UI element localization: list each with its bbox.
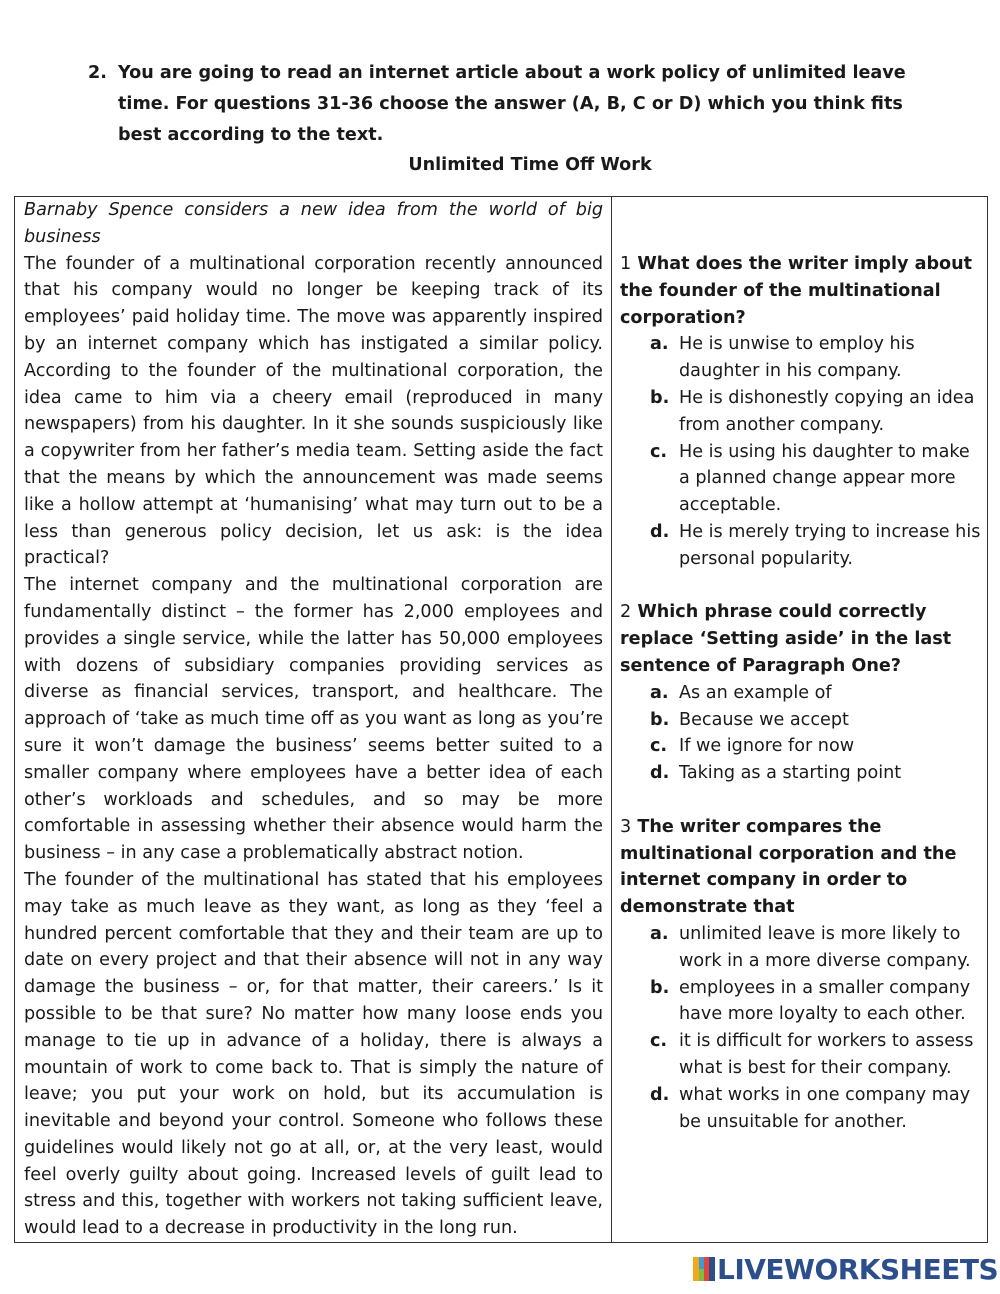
question-3 — [620, 814, 983, 1136]
instructions — [88, 58, 948, 151]
option-c[interactable] — [620, 439, 983, 519]
option-letter: a. — [650, 334, 669, 355]
option-text: As an example of — [679, 682, 832, 703]
option-letter: b. — [650, 709, 670, 730]
option-letter: c. — [650, 736, 668, 757]
option-text: employees in a smaller company have more loyalty to each other. — [679, 977, 971, 1025]
option-letter: b. — [650, 387, 670, 408]
option-letter: d. — [650, 1084, 670, 1105]
option-letter: c. — [650, 1031, 668, 1052]
questions-cell — [612, 197, 988, 1243]
option-d[interactable] — [620, 519, 983, 573]
option-b[interactable] — [620, 385, 983, 439]
logo-text: LIVEWORKSHEETS — [717, 1252, 999, 1286]
option-letter: d. — [650, 521, 670, 542]
option-a[interactable] — [620, 331, 983, 385]
question-1 — [620, 251, 983, 573]
option-letter: c. — [650, 441, 668, 462]
question-stem: Which phrase could correctly replace ‘Setting aside’ in the last sentence of Paragraph One? — [620, 602, 952, 676]
question-number: 1 — [620, 254, 632, 274]
option-text: He is unwise to employ his daughter in his company. — [679, 334, 915, 382]
instruction-text: You are going to read an internet article about a work policy of unlimited leave time. For questions 31-36 choose the answer (A, B, C or D) which you think fits best according to the text. — [118, 63, 906, 145]
article-byline: Barnaby Spence considers a new idea from the world of big business — [24, 200, 603, 247]
option-letter: b. — [650, 977, 670, 998]
question-stem: What does the writer imply about the founder of the multinational corporation? — [620, 254, 973, 328]
article-paragraph-1: The founder of a multinational corporation recently announced that his company would no longer be keeping track of its employees’ paid holiday time. The move was apparently inspired by an internet company which has instigated a similar policy. According to the founder of the multinational corporation, the idea came to him via a cheery email (reproduced in many newspapers) from his daughter. In it she sounds suspiciously like a copywriter from her father’s media team. Setting aside the fact that the means by which the announcement was made seems like a hollow attempt at ‘humanising’ what may turn out to be a less than generous policy decision, let us ask: is the idea practical? — [24, 253, 603, 569]
option-text: unlimited leave is more likely to work in a more diverse company. — [679, 923, 971, 971]
option-text: it is difficult for workers to assess what is best for their company. — [679, 1031, 974, 1078]
option-text: Because we accept — [679, 709, 849, 730]
option-letter: a. — [650, 682, 669, 703]
option-d[interactable] — [620, 760, 983, 787]
article-paragraph-2: The internet company and the multinational corporation are fundamentally distinct – the former has 2,000 employees and provides a single service, while the latter has 50,000 employees with dozens of subsidiary companies providing services as diverse as financial services, transport, and healthcare. The approach of ‘take as much time off as you want as long as you’re sure it won’t damage the business’ seems better suited to a smaller company where employees have a better idea of each other’s workloads and schedules, and so may be more comfortable in assessing whether their absence would harm the business – in any case a problematically abstract notion. — [24, 575, 603, 864]
option-b[interactable] — [620, 707, 983, 734]
article-paragraph-3: The founder of the multinational has stated that his employees may take as much leave as they want, as long as they ‘feel a hundred percent comfortable that they and their team are up to date on every project and that their absence will not in any way damage the business – or, for that matter, their careers.’ Is it possible to be that sure? No matter how many loose ends you manage to tie up in advance of a holiday, there is always a mountain of work to come back to. That is simply the nature of leave; you put your work on hold, but its accumulation is inevitable and beyond your control. Someone who follows these guidelines would likely not go at all, or, at the very least, would feel overly guilty about going. Increased levels of guilt lead to stress and this, together with workers not taking sufficient leave, would lead to a decrease in productivity in the long run. — [24, 869, 603, 1239]
option-text: If we ignore for now — [679, 736, 855, 757]
option-b[interactable] — [620, 975, 983, 1029]
option-a[interactable] — [620, 921, 983, 975]
option-d[interactable] — [620, 1082, 983, 1136]
liveworksheets-logo-icon — [693, 1257, 715, 1281]
option-c[interactable] — [620, 1028, 983, 1082]
question-stem: The writer compares the multinational corporation and the internet company in order to demonstrate that — [620, 816, 957, 918]
article-cell — [15, 197, 612, 1243]
question-number: 2 — [620, 602, 632, 623]
reading-table — [14, 196, 988, 1243]
question-2 — [620, 599, 983, 787]
option-letter: d. — [650, 763, 670, 784]
option-a[interactable] — [620, 680, 983, 707]
option-text: He is dishonestly copying an idea from another company. — [679, 387, 975, 435]
liveworksheets-logo — [693, 1252, 998, 1286]
option-letter: a. — [650, 923, 669, 944]
option-c[interactable] — [620, 733, 983, 760]
option-text: He is using his daughter to make a planned change appear more acceptable. — [679, 441, 970, 516]
question-number: 3 — [620, 816, 632, 837]
option-text: what works in one company may be unsuitable for another. — [679, 1084, 971, 1132]
instruction-number: 2. — [88, 63, 107, 83]
article-title: Unlimited Time Off Work — [408, 155, 652, 175]
option-text: Taking as a starting point — [679, 763, 902, 784]
option-text: He is merely trying to increase his personal popularity. — [679, 521, 981, 569]
